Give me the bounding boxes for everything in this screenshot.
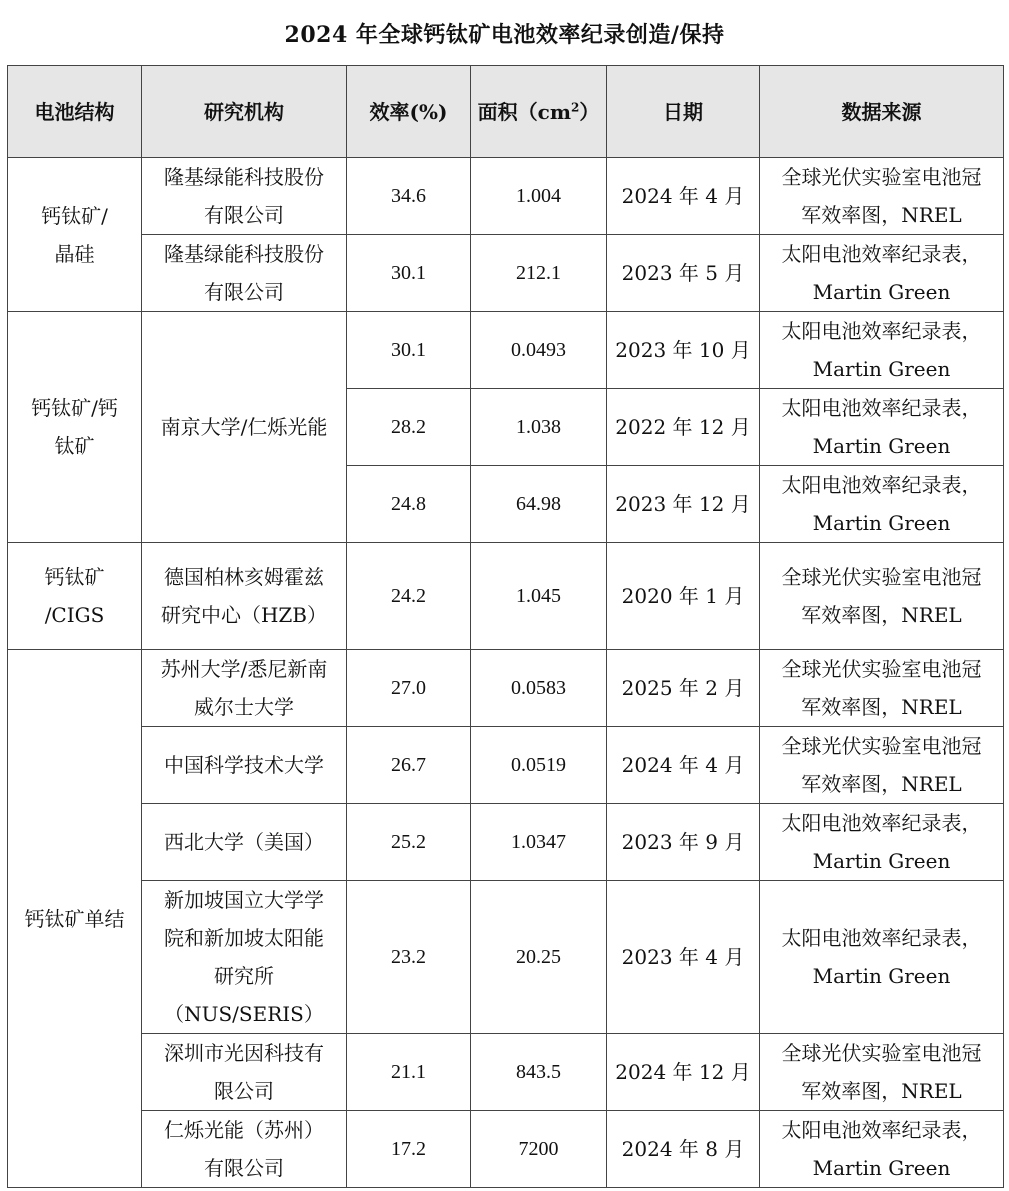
- efficiency-cell: 17.2: [347, 1111, 471, 1188]
- header-structure: 电池结构: [8, 66, 142, 158]
- institution-cell-line: 院和新加坡太阳能: [164, 926, 324, 950]
- source-cell-line: 全球光伏实验室电池冠: [781, 734, 982, 758]
- institution-cell-line: 深圳市光因科技有: [164, 1041, 324, 1065]
- source-cell: [760, 235, 1004, 312]
- table-row: [8, 312, 1004, 389]
- institution-cell: [142, 235, 347, 312]
- area-cell: 0.0519: [471, 727, 607, 804]
- date-cell: 2024 年 4 月: [607, 158, 760, 235]
- area-cell: 1.038: [471, 389, 607, 466]
- date-cell: 2024 年 12 月: [607, 1034, 760, 1111]
- source-cell-line: 太阳电池效率纪录表，: [781, 926, 982, 950]
- source-cell-line: 太阳电池效率纪录表，: [781, 242, 982, 266]
- header-source: 数据来源: [760, 66, 1004, 158]
- table-row: [8, 881, 1004, 1034]
- source-cell-line: Martin Green: [812, 280, 951, 304]
- table-row: [8, 804, 1004, 881]
- source-cell-line: 全球光伏实验室电池冠: [781, 165, 982, 189]
- institution-cell-line: （NUS/SERIS）: [164, 1002, 324, 1026]
- source-cell: [760, 389, 1004, 466]
- source-cell-line: 军效率图，NREL: [801, 695, 962, 719]
- table-row: [8, 235, 1004, 312]
- source-cell-line: 太阳电池效率纪录表，: [781, 811, 982, 835]
- efficiency-cell: 28.2: [347, 389, 471, 466]
- area-cell: 7200: [471, 1111, 607, 1188]
- structure-cell: [8, 650, 142, 1188]
- institution-cell-line: 西北大学（美国）: [164, 830, 324, 854]
- source-cell-line: 太阳电池效率纪录表，: [781, 319, 982, 343]
- institution-cell-line: 新加坡国立大学学: [164, 888, 324, 912]
- structure-cell: [8, 543, 142, 650]
- date-cell: 2023 年 5 月: [607, 235, 760, 312]
- header-row: [8, 66, 1004, 158]
- header-area-text: 面积（cm: [477, 99, 571, 124]
- institution-cell-line: 中国科学技术大学: [164, 753, 324, 777]
- institution-cell-line: 隆基绿能科技股份: [164, 165, 324, 189]
- header-area-sup: 2: [570, 99, 580, 114]
- source-cell: [760, 1034, 1004, 1111]
- area-cell: 1.0347: [471, 804, 607, 881]
- date-cell: 2022 年 12 月: [607, 389, 760, 466]
- source-cell-line: 军效率图，NREL: [801, 203, 962, 227]
- date-cell: 2023 年 10 月: [607, 312, 760, 389]
- source-cell-line: Martin Green: [812, 1156, 951, 1180]
- source-cell: [760, 881, 1004, 1034]
- efficiency-cell: 23.2: [347, 881, 471, 1034]
- area-cell: 0.0493: [471, 312, 607, 389]
- date-cell: 2023 年 12 月: [607, 466, 760, 543]
- source-cell-line: 太阳电池效率纪录表，: [781, 396, 982, 420]
- header-area-close: ）: [579, 99, 600, 124]
- institution-cell-line: 苏州大学/悉尼新南: [160, 657, 328, 681]
- structure-cell-line: 钙钛矿单结: [24, 906, 125, 931]
- institution-cell-line: 有限公司: [204, 203, 284, 227]
- source-cell-line: Martin Green: [812, 511, 951, 535]
- source-cell-line: Martin Green: [812, 964, 951, 988]
- table-row: [8, 1034, 1004, 1111]
- area-cell: 1.045: [471, 543, 607, 650]
- header-area: [471, 66, 607, 158]
- institution-cell: [142, 1111, 347, 1188]
- source-cell-line: 全球光伏实验室电池冠: [781, 1041, 982, 1065]
- institution-cell: [142, 804, 347, 881]
- source-cell: [760, 312, 1004, 389]
- date-cell: 2024 年 4 月: [607, 727, 760, 804]
- date-cell: 2024 年 8 月: [607, 1111, 760, 1188]
- source-cell: [760, 466, 1004, 543]
- institution-cell-line: 威尔士大学: [194, 695, 294, 719]
- institution-cell: [142, 727, 347, 804]
- institution-cell: [142, 543, 347, 650]
- header-institution: 研究机构: [142, 66, 347, 158]
- efficiency-cell: 21.1: [347, 1034, 471, 1111]
- efficiency-records-table: [7, 65, 1004, 1188]
- source-cell-line: 军效率图，NREL: [801, 1079, 962, 1103]
- institution-cell: [142, 312, 347, 543]
- table-title: 2024 年全球钙钛矿电池效率纪录创造/保持: [284, 22, 725, 48]
- area-cell: 0.0583: [471, 650, 607, 727]
- efficiency-cell: 25.2: [347, 804, 471, 881]
- institution-cell-line: 仁烁光能（苏州）: [164, 1118, 324, 1142]
- efficiency-cell: 24.8: [347, 466, 471, 543]
- date-cell: 2023 年 9 月: [607, 804, 760, 881]
- efficiency-cell: 26.7: [347, 727, 471, 804]
- table-row: [8, 727, 1004, 804]
- institution-cell: [142, 650, 347, 727]
- source-cell-line: 全球光伏实验室电池冠: [781, 657, 982, 681]
- date-cell: 2023 年 4 月: [607, 881, 760, 1034]
- structure-cell-line: 晶硅: [54, 241, 95, 266]
- source-cell: [760, 804, 1004, 881]
- structure-cell: [8, 158, 142, 312]
- institution-cell: [142, 1034, 347, 1111]
- source-cell-line: Martin Green: [812, 434, 951, 458]
- area-cell: 212.1: [471, 235, 607, 312]
- efficiency-cell: 24.2: [347, 543, 471, 650]
- institution-cell-line: 隆基绿能科技股份: [164, 242, 324, 266]
- institution-cell-line: 德国柏林亥姆霍兹: [164, 565, 324, 589]
- source-cell: [760, 1111, 1004, 1188]
- institution-cell-line: 有限公司: [204, 280, 284, 304]
- source-cell-line: Martin Green: [812, 849, 951, 873]
- date-cell: 2020 年 1 月: [607, 543, 760, 650]
- source-cell-line: 太阳电池效率纪录表，: [781, 1118, 982, 1142]
- source-cell: [760, 650, 1004, 727]
- institution-cell-line: 有限公司: [204, 1156, 284, 1180]
- table-row: [8, 158, 1004, 235]
- institution-cell-line: 研究所: [214, 964, 274, 988]
- source-cell: [760, 158, 1004, 235]
- structure-cell-line: 钙钛矿/: [41, 203, 108, 228]
- institution-cell-line: 限公司: [214, 1079, 274, 1103]
- structure-cell-line: 钙钛矿: [44, 565, 105, 589]
- source-cell-line: Martin Green: [812, 357, 951, 381]
- source-cell: [760, 543, 1004, 650]
- institution-cell-line: 研究中心（HZB）: [160, 603, 328, 627]
- source-cell-line: 军效率图，NREL: [801, 603, 962, 627]
- efficiency-cell: 34.6: [347, 158, 471, 235]
- header-efficiency: 效率(%): [347, 66, 471, 158]
- source-cell-line: 太阳电池效率纪录表，: [781, 473, 982, 497]
- structure-cell-line: 钙钛矿/钙: [31, 396, 118, 420]
- header-date: 日期: [607, 66, 760, 158]
- structure-cell-line: 钛矿: [54, 434, 95, 458]
- source-cell-line: 军效率图，NREL: [801, 772, 962, 796]
- structure-cell-line: /CIGS: [44, 603, 105, 627]
- area-cell: 1.004: [471, 158, 607, 235]
- efficiency-cell: 30.1: [347, 312, 471, 389]
- area-cell: 843.5: [471, 1034, 607, 1111]
- source-cell-line: 全球光伏实验室电池冠: [781, 565, 982, 589]
- institution-cell-line: 南京大学/仁烁光能: [160, 415, 328, 439]
- source-cell: [760, 727, 1004, 804]
- institution-cell: [142, 881, 347, 1034]
- area-cell: 20.25: [471, 881, 607, 1034]
- efficiency-cell: 27.0: [347, 650, 471, 727]
- area-cell: 64.98: [471, 466, 607, 543]
- table-body: [8, 158, 1004, 1188]
- date-cell: 2025 年 2 月: [607, 650, 760, 727]
- institution-cell: [142, 158, 347, 235]
- structure-cell: [8, 312, 142, 543]
- table-row: [8, 543, 1004, 650]
- table-row: [8, 650, 1004, 727]
- efficiency-cell: 30.1: [347, 235, 471, 312]
- table-row: [8, 1111, 1004, 1188]
